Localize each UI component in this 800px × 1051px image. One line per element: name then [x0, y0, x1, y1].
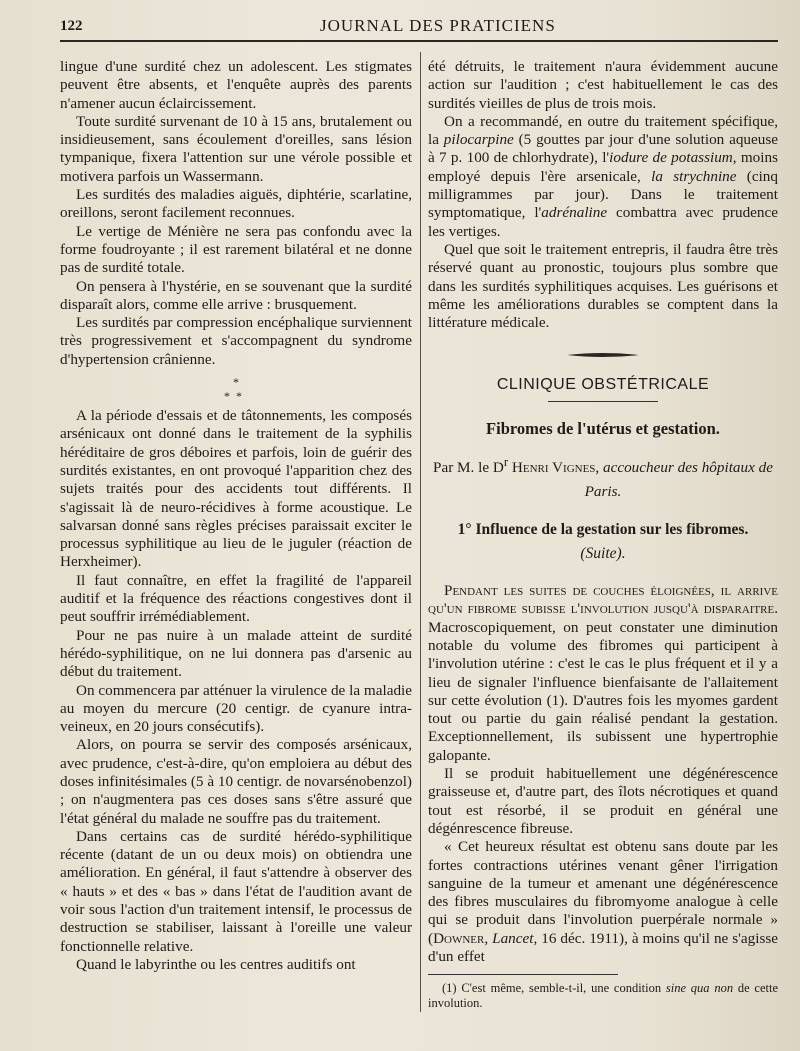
footnote-rule	[428, 974, 618, 975]
subhead-number: 1°	[457, 521, 476, 539]
paragraph: A la période d'essais et de tâtonnements, les composés arsénicaux ont donné dans le traitement de la syphilis héréditaire de gros déboires et parfois, loin de guérir des surdités existantes, en ont provoqué l'apparition chez des sujets traités pour des accidents tout différents. Il s'agissait là de neuro-récidives à forme acoustique. Le salvarsan donné sans règles précises paraissait exciter le processus syphilitique au lieu de le juguler (réaction de Herxheimer).	[60, 407, 412, 571]
text-run: combattra avec prudence les vertiges.	[428, 204, 778, 240]
paragraph: Il se produit habituellement une dégénérescence graisseuse et, d'autre part, des îlots nécrotiques et quand tout est résorbé, il se produit en général une dégénrescence fibreuse.	[428, 765, 778, 837]
paragraph: Quel que soit le traitement entrepris, il faudra être très réservé quant au pronostic, toujours plus sombre que dans les surdités syphilitiques acquises. Les guérisons et même les améliorations durables se comptent dans la littérature médicale.	[428, 240, 778, 332]
paragraph: Les surdités par compression encéphalique surviennent très progressivement et s'accompagnent du syndrome d'hypertension crânienne.	[60, 314, 412, 368]
page-number: 122	[60, 18, 83, 34]
page-header	[60, 14, 778, 42]
paragraph: « Cet heureux résultat est obtenu sans doute par les fortes contractions utérines venant gêner l'irrigation sanguine de la tumeur et amenant une dégénérescence des fibres musculaires du fibromyome analogue à celle qui se produit dans l'involution puerpérale normale » (Downer, Lancet, 16 déc. 1911), à moins qu'il ne s'agisse d'un effet	[428, 838, 779, 966]
text-run: « Cet heureux résultat est obtenu sans doute par les fortes contractions utérines venant gêner l'irrigation sanguine de la tumeur et amenant une dégénérescence des fibres musculaires du fibromyome analogue à celle qui se produit dans l'involution puerpérale normale » (	[428, 838, 778, 947]
text-run: de cette involution.	[428, 981, 779, 1011]
running-title: JOURNAL DES PRATICIENS	[320, 16, 556, 35]
drug-name: la strychnine	[651, 167, 737, 185]
text-run: On a recommandé, en outre du traitement spécifique, la	[428, 112, 778, 149]
text-run: (cinq milligrammes par jour). Dans le traitement symptomatique, l'	[428, 167, 778, 222]
paragraph: Quand le labyrinthe ou les centres auditifs ont	[76, 955, 356, 973]
paragraph	[428, 113, 778, 241]
asterism-separator	[60, 375, 412, 403]
article-title: Fibromes de l'utérus et gestation.	[486, 418, 720, 438]
paragraph: Toute surdité survenant de 10 à 15 ans, brutalement ou insidieusement, sans écoulement d'oreilles, sans lésion tympanique, fixera l'attention sur une vérole possible et motivera parfois un Wassermann.	[60, 112, 412, 185]
section-rule	[548, 401, 658, 402]
subhead-suite: (Suite).	[580, 545, 626, 563]
section-title: CLINIQUE OBSTÉTRICALE	[496, 376, 710, 394]
byline-sup: r	[503, 455, 509, 470]
paragraph: Alors, on pourra se servir des composés arsénicaux, avec prudence, c'est-à-dire, qu'on emploiera au début des doses infinitésimales (5 à 10 centigr. de novarsénobenzol) ; on n'augmentera pas ces doses sans s'être assuré que l'état général du malade ne souffre pas du traitement.	[60, 736, 412, 827]
paragraph: On pensera à l'hystérie, en se souvenant que la surdité disparaît alors, comme elle arrive : brusquement.	[60, 277, 412, 313]
paragraph: lingue d'une surdité chez un adolescent. Les stigmates peuvent être absents, et l'enquête auprès des parents n'amener aucun éclaircissement.	[60, 58, 412, 112]
text-run: Macroscopiquement, on peut constater une diminution notable du volume des fibromes qui participent à l'involution utérine : c'est le cas le plus fréquent et il y a lieu de signaler l'influence bienfaisante de l'allaitement sur cette évolution (1). D'autres fois les myomes gardent tout ou partie du gain réalisé pendant la gestation. Exceptionnellement, ils subissent une hypertrophie galopante.	[428, 618, 778, 764]
right-column	[428, 58, 778, 1011]
paragraph: On commencera par atténuer la virulence de la maladie au moyen du mercure (20 centigr. de cyanure intra-veineux, en 20 jours consécutifs).	[60, 681, 412, 736]
paragraph	[428, 582, 778, 765]
left-column	[60, 58, 412, 974]
asterism-top: *	[233, 375, 239, 390]
drug-name: pilocarpine	[443, 131, 514, 149]
column-divider	[420, 52, 421, 1012]
lead-in-caps: Pendant les suites de couches éloignées, il arrive qu'un fibrome subisse l'involution jusqu'à disparaitre.	[428, 582, 778, 618]
drug-name: adrénaline	[541, 204, 608, 222]
paragraph: Le vertige de Ménière ne sera pas confondu avec la forme foudroyante ; il est rarement bilatéral et ne donne pas de surdité totale.	[60, 222, 412, 277]
byline: Par M. le $D^r$ Henri Vignes, accoucheur des hôpitaux de Paris.	[433, 455, 773, 501]
text-run: , moins employé depuis l'ère arsenicale,	[428, 149, 778, 185]
author-role: accoucheur des hôpitaux de Paris.	[584, 459, 773, 501]
paragraph: Il faut connaître, en effet la fragilité de l'appareil auditif et la fréquence des réactions congestives dont il peut souffrir irrémédiablement.	[60, 571, 412, 626]
cited-journal: Lancet	[492, 929, 534, 947]
article-subheading	[428, 518, 778, 566]
drug-name: iodure de potassium	[609, 149, 733, 167]
text-run: (5 gouttes par jour d'une solution aqueuse à 7 p. 100 de chlorhydrate), l'	[428, 131, 778, 167]
paragraph: Pour ne pas nuire à un malade atteint de surdité hérédo-syphilitique, on ne lui donnera pas d'arsenic au début du traitement.	[60, 626, 412, 681]
author-name: Henri Vignes	[511, 459, 596, 477]
paragraph: Les surdités des maladies aiguës, diphtérie, scarlatine, oreillons, seront facilement reconnues.	[60, 186, 412, 222]
latin-phrase: sine qua non	[665, 981, 734, 996]
subhead-title: Influence de la gestation sur les fibromes.	[475, 521, 749, 539]
text-run: (1) C'est même, semble-t-il, une condition	[442, 981, 666, 996]
text-run: , 16 déc. 1911), à moins qu'il ne s'agisse d'un effet	[428, 929, 779, 966]
byline-prefix: Par M. le D	[433, 459, 504, 477]
asterism-bottom: **	[224, 389, 248, 404]
ornament-divider	[567, 350, 639, 360]
paragraph: été détruits, le traitement n'aura évidemment aucune action sur l'audition ; c'est habituellement le cas des surdités vieilles de plus de trois mois.	[428, 58, 778, 112]
cited-author: Downer	[433, 929, 485, 947]
paragraph: Dans certains cas de surdité hérédo-syphilitique récente (datant de un ou deux mois) on obtiendra une amélioration. En général, il faut s'attendre à observer des « hauts » et des « bas » dans l'état de l'audition avant de voir sous l'action d'un traitement intensif, le processus de destruction se stabiliser, laissant à l'oreille une valeur fonctionnelle relative.	[60, 827, 412, 955]
footnote	[428, 981, 778, 1011]
